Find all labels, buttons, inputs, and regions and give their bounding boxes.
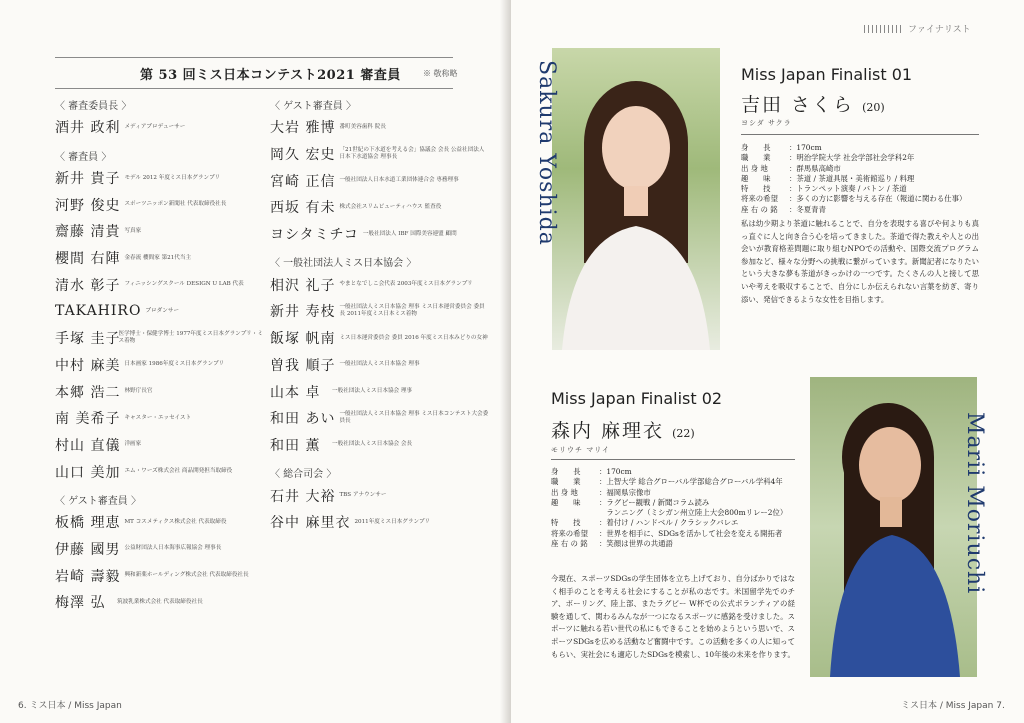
- judges-section-heading: 〈 審査委員長 〉: [55, 101, 132, 112]
- judge-name: 山本 卓: [270, 384, 321, 401]
- judges-title: 第 53 回ミス日本コンテスト2021 審査員: [140, 68, 401, 83]
- profile-row: [551, 467, 799, 477]
- profile-key: 趣 味: [551, 497, 581, 507]
- judge-name: 手塚 圭子: [55, 331, 121, 348]
- finalist-01-bio: 私は幼少期より茶道に触れることで、自分を表現する喜びや何よりも真っ直ぐに人と向き合う心を培ってきました。茶道で得た教えや人との出会いが教育格差問題に取り組むNPOでの活動や、国際交流プログラム参加など、様々な分野への挑戦に繋がっています。新聞記者になりたいという大きな夢も茶道がきっかけの一つです。たくさんの人と接して思いや考えを吸収することで、自分にしか伝えられない言葉を紡ぎ、寄り添い、発信できるような女性を目指します。: [741, 219, 979, 304]
- profile-key: 将来の希望: [551, 528, 588, 538]
- profile-value: ：明治学院大学 社会学部社会学科2年: [789, 153, 915, 163]
- profile-value: ：群馬県高崎市: [789, 163, 841, 173]
- judge-name: 谷中 麻里衣: [270, 515, 351, 532]
- left-page: [0, 0, 508, 723]
- profile-value: ：笑顔は世界の共通語: [599, 539, 673, 549]
- finalist-02-profile: [551, 467, 799, 549]
- judge-role: エム・ワーズ株式会社 商品開発担当取締役: [124, 468, 233, 475]
- judge-name: ヨシタミチコ: [270, 227, 359, 244]
- judge-name: 宮崎 正信: [270, 173, 336, 190]
- judge-row: [270, 352, 500, 379]
- finalist-01-label: Miss Japan Finalist 01: [741, 65, 913, 84]
- judges-column-b: [270, 100, 500, 546]
- profile-key: 身 長: [741, 143, 771, 152]
- profile-key: 出 身 地: [741, 163, 768, 173]
- section-spacer: [55, 141, 265, 151]
- judge-row: [270, 271, 500, 298]
- profile-value: ：茶道 / 茶道具展・美術館巡り / 料理: [789, 173, 915, 183]
- judge-name: 河野 俊史: [55, 197, 121, 214]
- judges-section-heading: 〈 ゲスト審査員 〉: [55, 495, 141, 507]
- judge-role: TBS アナウンサー: [339, 492, 387, 499]
- profile-value: ：170cm: [599, 467, 632, 476]
- judge-row: [55, 536, 265, 563]
- profile-key: 職 業: [741, 153, 771, 163]
- profile-value: ：世界を相手に、SDGsを活かして社会を変える開拓者: [599, 528, 783, 538]
- judge-name: 新井 貴子: [55, 171, 121, 188]
- judge-row: [270, 194, 500, 221]
- finalist-02-label: Miss Japan Finalist 02: [551, 389, 723, 408]
- judge-name: 曽我 順子: [270, 357, 336, 374]
- left-page-number: 6. ミス日本 / Miss Japan: [18, 701, 122, 711]
- judge-row: [270, 405, 500, 432]
- profile-row: [551, 477, 799, 487]
- judge-name: 岡久 宏史: [270, 147, 336, 164]
- section-spacer: [270, 458, 500, 468]
- judge-role: MT コスメティクス株式会社 代表取締役: [124, 518, 227, 525]
- judge-name: 和田 薫: [270, 437, 321, 454]
- judge-row: [55, 271, 265, 298]
- profile-key: 将来の希望: [741, 194, 778, 204]
- finalist-02-age: (22): [672, 427, 695, 440]
- judge-name: 南 美希子: [55, 411, 121, 428]
- judge-role: 一般社団法人ミス日本協会 理事 ミス日本コンテスト大会委員長: [339, 411, 489, 425]
- finalist-section-header: [864, 22, 971, 35]
- profile-key: 職 業: [551, 477, 581, 487]
- finalist-01-age: (20): [862, 101, 885, 114]
- judge-row: [55, 165, 265, 192]
- finalist-02-photo: [810, 377, 977, 677]
- judge-role: キャスター・エッセイスト: [124, 414, 192, 421]
- profile-value: ：着付け / ハンドベル / クラシックバレエ: [599, 518, 739, 528]
- judge-role: 筑波乳業株式会社 代表取締役社長: [117, 598, 203, 605]
- finalist-01-romaji: Sakura Yoshida: [534, 60, 559, 246]
- profile-key: 座 右 の 銘: [741, 204, 778, 214]
- profile-value: ：170cm: [789, 143, 822, 152]
- judges-section-heading: 〈 一般社団法人ミス日本協会 〉: [270, 258, 417, 270]
- section-spacer: [270, 247, 500, 257]
- judge-row: [55, 352, 265, 379]
- judge-row: [270, 325, 500, 352]
- profile-row: [551, 529, 799, 539]
- judge-row: [270, 482, 500, 509]
- profile-key: 身 長: [551, 467, 581, 476]
- finalist-02-romaji: Marii Moriuchi: [962, 412, 987, 595]
- judge-role: 「21世紀の下水道を考える会」協議会 会長 公益社団法人日本下水道協会 理事長: [339, 147, 485, 161]
- profile-key: 趣 味: [741, 173, 771, 183]
- section-spacer: [55, 616, 265, 626]
- judge-row: [55, 298, 265, 325]
- profile-row: [741, 153, 981, 163]
- profile-row: [741, 143, 981, 153]
- judge-role: 一般社団法人 IBF 国際美容連盟 顧問: [362, 230, 457, 237]
- judge-row: [55, 432, 265, 459]
- profile-row: [741, 194, 981, 204]
- judge-name: 飯塚 帆南: [270, 331, 336, 348]
- judge-role: 医学博士・保健学博士 1977年度ミス日本グランプリ・ミス着物: [118, 331, 263, 345]
- finalist-02-rule: [551, 459, 795, 460]
- finalist-header-label: ファイナリスト: [908, 25, 971, 35]
- profile-key: 座 右 の 銘: [551, 539, 588, 549]
- judge-row: [55, 405, 265, 432]
- profile-row: [741, 164, 981, 174]
- profile-row: [551, 488, 799, 498]
- profile-value: ：トランペット演奏 / バトン / 茶道: [789, 184, 907, 194]
- judge-name: 本郷 浩二: [55, 384, 121, 401]
- profile-value: ：ラグビー観戦 / 新聞コラム読み: [599, 497, 710, 507]
- title-rule-top: [55, 57, 453, 58]
- judge-name: 伊藤 國男: [55, 541, 121, 558]
- judge-role: メディアプロデューサー: [124, 123, 186, 130]
- honorific-note: ※ 敬称略: [423, 69, 458, 78]
- profile-row: [551, 539, 799, 549]
- profile-row: [741, 174, 981, 184]
- portrait-icon: [810, 377, 977, 677]
- judge-row: [55, 245, 265, 272]
- judge-row: [55, 458, 265, 485]
- judge-role: 洋画家: [124, 441, 142, 448]
- judge-role: 株式会社スリムビューティハウス 監査役: [339, 203, 442, 210]
- judge-role: 一般社団法人ミス日本協会 理事: [339, 361, 420, 368]
- profile-row: [741, 184, 981, 194]
- finalist-01-photo: [552, 48, 720, 350]
- judges-section-heading: 〈 審査員 〉: [55, 151, 112, 163]
- profile-key: 特 技: [741, 184, 771, 194]
- profile-value: ：冬夏青青: [789, 204, 826, 214]
- judge-row: [270, 167, 500, 194]
- judge-row: [55, 114, 265, 141]
- stripes-icon: [864, 25, 902, 33]
- judge-name: 梅澤 弘: [55, 595, 106, 612]
- portrait-icon: [552, 48, 720, 350]
- right-page-number: ミス日本 / Miss Japan 7.: [901, 701, 1005, 711]
- judge-role: 興和新薬ホールディング株式会社 代表取締役社長: [124, 572, 249, 579]
- judge-row: [270, 141, 500, 168]
- judge-name: 酒井 政利: [55, 120, 121, 137]
- section-spacer: [270, 536, 500, 546]
- judge-role: 一般社団法人ミス日本協会 会長: [332, 441, 413, 448]
- judge-name: 和田 あい: [270, 411, 336, 428]
- profile-value: ：上智大学 総合グローバル学部総合グローバル学科4年: [599, 477, 783, 487]
- profile-row: [741, 205, 981, 215]
- judge-row: [55, 562, 265, 589]
- judge-name: 板橋 理恵: [55, 515, 121, 532]
- judge-row: [55, 325, 265, 352]
- judge-name: 清水 彰子: [55, 277, 121, 294]
- section-spacer: [55, 485, 265, 495]
- judge-row: [270, 432, 500, 459]
- judge-name: 新井 寿枝: [270, 304, 336, 321]
- profile-value: ランニング（ミシガン州立陸上大会800mリレー2位）: [599, 508, 788, 518]
- finalist-01-profile: [741, 143, 981, 215]
- judge-row: [55, 589, 265, 616]
- judge-name: 石井 大裕: [270, 488, 336, 505]
- finalist-02-name: [551, 416, 695, 443]
- judge-role: フィニッシングスクール DESIGN U LAB 代表: [124, 281, 244, 288]
- judge-role: 番町美容歯科 院長: [339, 123, 386, 130]
- judge-name: 西坂 有未: [270, 200, 336, 217]
- judge-row: [270, 378, 500, 405]
- judge-role: 一般社団法人ミス日本協会 理事: [332, 388, 413, 395]
- judge-role: スポーツニッポン新聞社 代表取締役社長: [124, 201, 227, 208]
- judge-role: 写真家: [124, 227, 142, 234]
- profile-key: 出 身 地: [551, 487, 578, 497]
- judge-row: [270, 509, 500, 536]
- judge-role: 公益財団法人日本海事広報協会 理事長: [124, 545, 222, 552]
- judges-column-a: [55, 100, 265, 626]
- judge-row: [270, 298, 500, 325]
- judge-row: [55, 509, 265, 536]
- finalist-01-name: [741, 90, 885, 117]
- profile-row: [551, 508, 799, 518]
- judge-role: 金春流 櫻間家 第21代当主: [124, 254, 192, 261]
- profile-key: 特 技: [551, 518, 581, 528]
- judge-name: TAKAHIRO: [55, 303, 142, 320]
- judge-name: 齋藤 清貴: [55, 224, 121, 241]
- judge-row: [55, 378, 265, 405]
- judge-name: 中村 麻美: [55, 357, 121, 374]
- finalist-01-kana: ヨシダ サクラ: [741, 119, 792, 127]
- finalist-02-bio: 今現在、スポーツSDGsの学生団体を立ち上げており、自分ばかりではなく相手のことを考える社会にすることが私の志です。米国留学先でのチア、ボーリング、陸上部、またラグビー W杯での公式ボランティアの経験を通して、関わるみんなが一つになるスポーツに感銘を受けました。スポーツに触れる若い世代の私にもできることを始めようという思いで、スポーツSDGsを広める活動など奮闘中です。この活動を多くの人に知ってもらい、実社会にも適応したSDGsを模索し、10年後の未来を作ります。: [551, 574, 795, 659]
- judge-row: [55, 218, 265, 245]
- judge-role: プロダンサー: [145, 307, 180, 314]
- judge-role: 2011年度ミス日本グランプリ: [354, 518, 430, 525]
- judge-name: 大岩 雅博: [270, 120, 336, 137]
- finalist-02-kana: モリウチ マリイ: [551, 446, 611, 454]
- judge-role: やまとなでしこ会代表 2003年度ミス日本グランプリ: [339, 281, 473, 288]
- judge-name: 櫻間 右陣: [55, 251, 121, 268]
- title-rule-bottom: [55, 88, 453, 89]
- judges-section-heading: 〈 ゲスト審査員 〉: [270, 101, 356, 112]
- profile-value: ：多くの方に影響を与える存在（報道に関わる仕事）: [789, 194, 967, 204]
- judge-name: 村山 直儀: [55, 437, 121, 454]
- finalist-01-rule: [741, 134, 979, 135]
- judge-role: 一般社団法人日本水道工業団体連合会 専務理事: [339, 177, 459, 184]
- finalist-01-name-text: 吉田 さくら: [741, 94, 855, 116]
- profile-key: [551, 508, 599, 518]
- judge-name: 岩崎 壽毅: [55, 568, 121, 585]
- judges-section-heading: 〈 総合司会 〉: [270, 469, 337, 481]
- judge-row: [270, 114, 500, 141]
- judge-row: [55, 191, 265, 218]
- finalist-02-name-text: 森内 麻理衣: [551, 420, 665, 442]
- judge-role: 一般社団法人ミス日本協会 理事 ミス日本運営委員会 委員長 2011年度ミス日本ミス着物: [339, 304, 485, 318]
- judge-name: 山口 美加: [55, 464, 121, 481]
- judge-row: [270, 221, 500, 248]
- judge-role: ミス日本運営委員会 委員 2016 年度ミス日本みどりの女神: [339, 334, 488, 341]
- judge-role: 日本画家 1986年度ミス日本グランプリ: [124, 361, 225, 368]
- judge-role: 林野庁長官: [124, 388, 153, 395]
- judge-name: 相沢 礼子: [270, 277, 336, 294]
- profile-row: [551, 498, 799, 508]
- profile-value: ：福岡県宗像市: [599, 487, 651, 497]
- judge-role: モデル 2012 年度ミス日本グランプリ: [124, 174, 221, 181]
- profile-row: [551, 518, 799, 528]
